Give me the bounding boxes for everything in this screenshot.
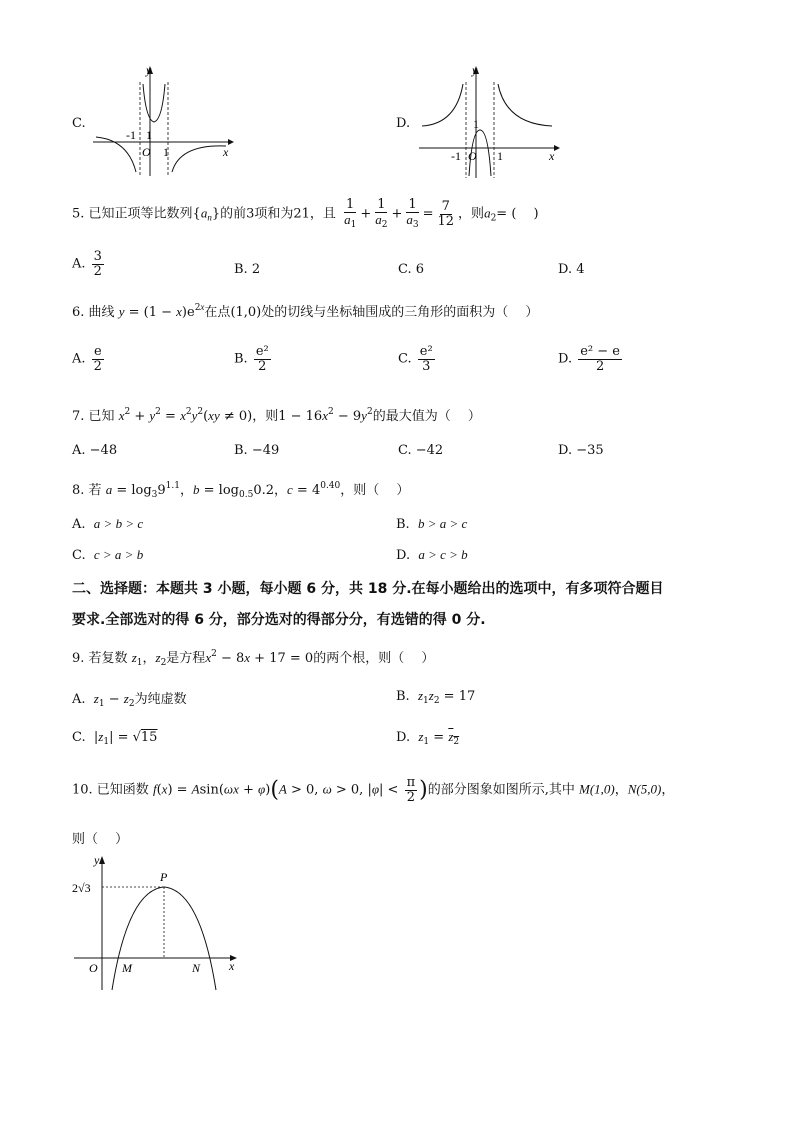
q4-option-c-graph [88,62,238,180]
svg-text:y: y [146,63,152,77]
q6-option-b: B. $\frac{\text{e²}}{2}$ [234,344,269,374]
q6-option-c: C. $\frac{\text{e²}}{3}$ [398,344,433,374]
svg-text:O: O [468,149,477,163]
q7-option-d: D. −35 [558,443,604,458]
svg-text:M: M [122,961,132,975]
q9-option-b: B. $z_1z_2 = 17$ [396,688,476,706]
svg-text:x: x [549,149,555,163]
q8-option-d: D. a > c > b [396,547,468,563]
q9-option-a: A. $z_1 - z_2$为纯虚数 [72,691,187,709]
q6-stem: 6. 曲线 $y = (1 - x)e^{2x}$在点(1,0)处的切线与坐标轴围成的三角形的面积为（ ） [72,302,539,320]
svg-text:P: P [160,870,168,884]
svg-text:-1: -1 [451,149,461,163]
q4-option-c-label: C. [72,116,86,131]
q5-option-a: A. $\frac{3}{2}$ [72,249,102,279]
q10-stem: 10. 已知函数 f(x) = Asin(ωx + φ)(A > 0, ω > 0, |φ| < $\frac{\pi}{2}$ )的部分图象如图所示,其中 M(1,0)，N(5,0)， [72,775,675,805]
svg-text:O: O [142,145,151,159]
q10-sine-graph [70,850,250,995]
section-2-heading-line1: 二、选择题：本题共 3 小题，每小题 6 分，共 18 分.在每小题给出的选项中，有多项符合题目 [72,581,664,597]
q8-stem: 8. 若 $a = \log_39^{1.1}$，$b = \log_{0.5}0.2$，$c = 4^{0.40}$，则（ ） [72,481,410,500]
svg-text:1: 1 [146,128,152,142]
q4-option-d-label: D. [396,116,411,131]
q5-option-c: C. 6 [398,262,425,277]
q6-option-d: D. $\frac{\text{e² − e}}{2}$ [558,344,620,374]
q7-option-b: B. −49 [234,443,280,458]
q4-option-d-graph [414,62,564,180]
svg-text:x: x [223,145,229,159]
svg-text:y: y [94,853,100,867]
q5-option-b: B. 2 [234,262,261,277]
q7-option-a: A. −48 [72,443,118,458]
svg-text:1: 1 [473,117,479,131]
svg-text:O: O [89,961,98,975]
q10-tail: 则（ ） [72,832,129,847]
q5-stem: 5. 已知正项等比数列$\{a_n\}$的前3项和为21，且 $\frac{1}{a_1}$ + $\frac{1}{a_2}$ + $\frac{1}{a_3}$ = $\frac{7}{12}$ ，则$a_2=$ ( ) [72,197,539,230]
svg-text:N: N [192,961,201,975]
q8-option-c: C. c > a > b [72,547,144,563]
section-2-heading-line2: 要求.全部选对的得 6 分，部分选对的得部分分，有选错的得 0 分. [72,612,486,628]
q9-option-d: D. $z_1 = z_2$ [396,729,460,747]
q9-stem: 9. 若复数 $z_1$，$z_2$是方程$x^2 - 8x + 17 = 0$的两个根，则（ ） [72,649,435,668]
svg-text:1: 1 [163,145,169,159]
svg-text:y: y [472,63,478,77]
q6-option-a: A. $\frac{e}{2}$ [72,344,102,374]
q7-option-c: C. −42 [398,443,444,458]
q9-option-c: C. $|z_1| = √15$ [72,729,158,747]
svg-text:-1: -1 [126,128,136,142]
svg-text:x: x [229,959,235,973]
q8-option-a: A. a > b > c [72,516,144,532]
svg-text:1: 1 [497,149,503,163]
q8-option-b: B. b > a > c [396,516,468,532]
q5-option-d: D. 4 [558,262,585,277]
svg-text:2√3: 2√3 [72,881,91,895]
q7-stem: 7. 已知 $x^2 + y^2 = x^2y^2(xy \ne 0)$，则$1 - 16x^2 - 9y^2$的最大值为（ ） [72,407,481,424]
